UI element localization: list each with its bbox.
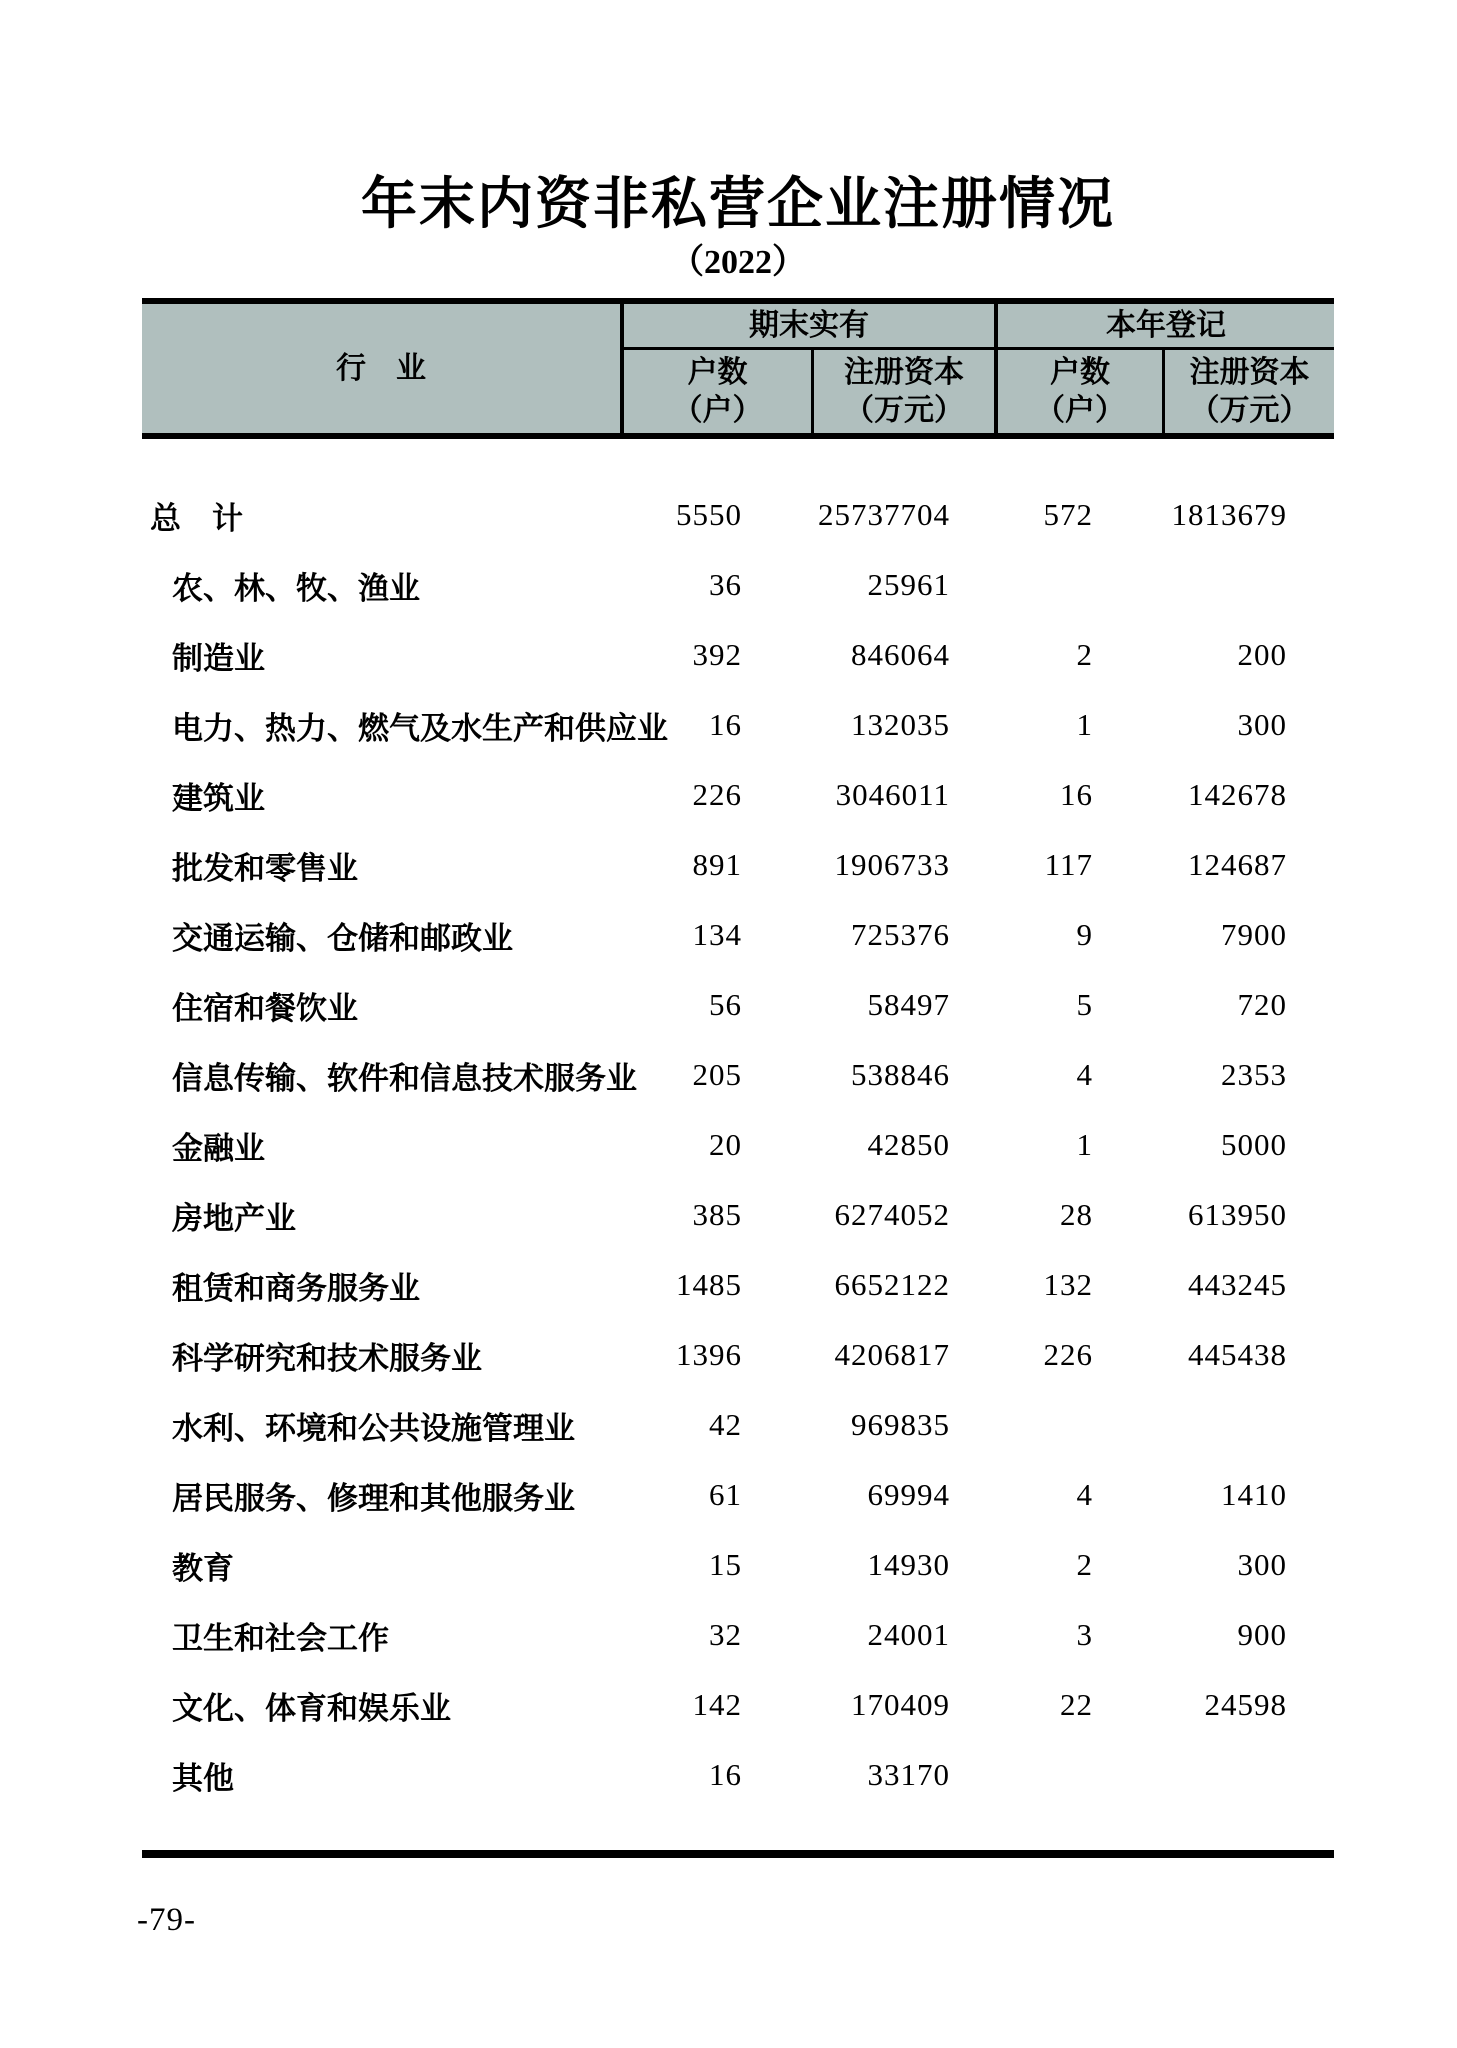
cell-bennian-hushu: 3 (1076, 1617, 1093, 1652)
header-col-line2: （万元） (844, 393, 964, 427)
table-row (142, 1670, 1334, 1740)
cell-bennian-hushu: 28 (1060, 1197, 1093, 1232)
page-subtitle-year: （2022） (670, 244, 806, 281)
industry-label: 租赁和商务服务业 (172, 1270, 420, 1306)
cell-bennian-hushu: 1 (1076, 1127, 1093, 1162)
table-row (142, 1040, 1334, 1110)
cell-qimo-hushu: 36 (709, 567, 742, 602)
industry-label: 金融业 (172, 1130, 265, 1166)
cell-qimo-zhuce-ziben: 170409 (851, 1687, 950, 1722)
industry-label: 水利、环境和公共设施管理业 (172, 1410, 575, 1446)
header-group-qimo-shiyou: 期末实有 (624, 304, 998, 350)
cell-bennian-hushu: 2 (1076, 1547, 1093, 1582)
industry-label: 卫生和社会工作 (172, 1620, 389, 1656)
cell-bennian-hushu: 16 (1060, 777, 1093, 812)
cell-bennian-zhuce-ziben: 1410 (1221, 1477, 1287, 1512)
cell-bennian-zhuce-ziben: 445438 (1188, 1337, 1287, 1372)
cell-bennian-zhuce-ziben (1165, 1740, 1334, 1810)
industry-label: 制造业 (172, 640, 265, 676)
cell-bennian-zhuce-ziben (1165, 550, 1334, 620)
cell-qimo-hushu: 1485 (676, 1267, 742, 1302)
header-col-line1: 注册资本 (844, 355, 964, 389)
cell-bennian-hushu: 9 (1076, 917, 1093, 952)
table-row (142, 1110, 1334, 1180)
cell-qimo-hushu: 61 (709, 1477, 742, 1512)
table-row (142, 830, 1334, 900)
industry-label: 住宿和餐饮业 (172, 990, 358, 1026)
industry-label: 信息传输、软件和信息技术服务业 (172, 1060, 637, 1096)
cell-bennian-hushu (998, 550, 1165, 620)
cell-qimo-zhuce-ziben: 846064 (851, 637, 950, 672)
industry-label: 交通运输、仓储和邮政业 (172, 920, 513, 956)
cell-bennian-zhuce-ziben: 5000 (1221, 1127, 1287, 1162)
cell-qimo-hushu: 16 (709, 707, 742, 742)
cell-bennian-zhuce-ziben: 300 (1237, 707, 1287, 742)
table-row (142, 1460, 1334, 1530)
table-row (142, 1320, 1334, 1390)
header-col-line2: （户） (672, 393, 763, 427)
header-col-zhuce-ziben-2 (1165, 350, 1334, 433)
cell-bennian-hushu: 572 (1043, 497, 1093, 532)
cell-bennian-zhuce-ziben: 124687 (1188, 847, 1287, 882)
table-row (142, 970, 1334, 1040)
cell-bennian-zhuce-ziben: 900 (1237, 1617, 1287, 1652)
cell-qimo-zhuce-ziben: 3046011 (835, 777, 950, 812)
cell-bennian-hushu: 4 (1076, 1057, 1093, 1092)
cell-bennian-zhuce-ziben: 142678 (1188, 777, 1287, 812)
table-row (142, 760, 1334, 830)
header-col-line2: （万元） (1189, 393, 1310, 427)
industry-label: 教育 (172, 1550, 234, 1586)
cell-bennian-zhuce-ziben: 443245 (1188, 1267, 1287, 1302)
cell-bennian-hushu: 226 (1043, 1337, 1093, 1372)
industry-label: 电力、热力、燃气及水生产和供应业 (172, 710, 668, 746)
cell-qimo-zhuce-ziben: 538846 (851, 1057, 950, 1092)
cell-qimo-hushu: 16 (709, 1757, 742, 1792)
cell-qimo-hushu: 226 (692, 777, 742, 812)
cell-qimo-zhuce-ziben: 4206817 (834, 1337, 950, 1372)
cell-bennian-hushu: 117 (1044, 847, 1093, 882)
table-bottom-rule (142, 1850, 1334, 1858)
industry-label: 文化、体育和娱乐业 (172, 1690, 451, 1726)
header-group-bennian-dengji: 本年登记 (998, 304, 1334, 350)
cell-bennian-hushu (998, 1390, 1165, 1460)
cell-qimo-zhuce-ziben: 42850 (867, 1127, 950, 1162)
table-row (142, 1180, 1334, 1250)
page-title: 年末内资非私营企业注册情况 (361, 172, 1115, 237)
industry-label: 居民服务、修理和其他服务业 (172, 1480, 575, 1516)
cell-bennian-zhuce-ziben: 24598 (1204, 1687, 1287, 1722)
cell-qimo-hushu: 56 (709, 987, 742, 1022)
cell-qimo-hushu: 134 (692, 917, 742, 952)
cell-qimo-zhuce-ziben: 58497 (867, 987, 950, 1022)
header-industry: 行 业 (142, 304, 624, 433)
cell-qimo-zhuce-ziben: 33170 (867, 1757, 950, 1792)
cell-bennian-zhuce-ziben: 200 (1237, 637, 1287, 672)
industry-label: 批发和零售业 (172, 850, 358, 886)
table-row (142, 1390, 1334, 1460)
cell-qimo-zhuce-ziben: 14930 (867, 1547, 950, 1582)
industry-label: 农、林、牧、渔业 (172, 570, 420, 606)
cell-qimo-hushu: 392 (692, 637, 742, 672)
cell-bennian-zhuce-ziben: 2353 (1221, 1057, 1287, 1092)
page-number: -79- (137, 1902, 196, 1938)
cell-qimo-hushu: 42 (709, 1407, 742, 1442)
cell-qimo-zhuce-ziben: 24001 (867, 1617, 950, 1652)
table-header (142, 298, 1334, 439)
cell-qimo-zhuce-ziben: 6652122 (834, 1267, 950, 1302)
cell-qimo-hushu: 205 (692, 1057, 742, 1092)
cell-qimo-zhuce-ziben: 132035 (851, 707, 950, 742)
header-col-hushu-2 (998, 350, 1165, 433)
cell-qimo-hushu: 1396 (676, 1337, 742, 1372)
cell-bennian-hushu (998, 1740, 1165, 1810)
industry-label: 其他 (172, 1760, 234, 1796)
cell-qimo-hushu: 20 (709, 1127, 742, 1162)
cell-qimo-zhuce-ziben: 25961 (867, 567, 950, 602)
cell-qimo-zhuce-ziben: 969835 (851, 1407, 950, 1442)
cell-bennian-zhuce-ziben: 720 (1237, 987, 1287, 1022)
industry-label: 房地产业 (172, 1200, 296, 1236)
cell-qimo-zhuce-ziben: 725376 (851, 917, 950, 952)
header-col-zhuce-ziben-1 (814, 350, 998, 433)
header-col-line1: 户数 (687, 355, 748, 389)
cell-qimo-zhuce-ziben: 69994 (867, 1477, 950, 1512)
table-row (142, 550, 1334, 620)
cell-bennian-hushu: 22 (1060, 1687, 1093, 1722)
industry-label: 总 计 (150, 500, 243, 537)
table-row (142, 1740, 1334, 1810)
table-row (142, 620, 1334, 690)
cell-bennian-zhuce-ziben (1165, 1390, 1334, 1460)
cell-qimo-zhuce-ziben: 1906733 (834, 847, 950, 882)
cell-bennian-hushu: 2 (1076, 637, 1093, 672)
cell-bennian-hushu: 132 (1043, 1267, 1093, 1302)
cell-bennian-hushu: 4 (1076, 1477, 1093, 1512)
cell-bennian-zhuce-ziben: 300 (1237, 1547, 1287, 1582)
table-row (142, 480, 1334, 550)
cell-qimo-hushu: 32 (709, 1617, 742, 1652)
cell-bennian-zhuce-ziben: 7900 (1221, 917, 1287, 952)
cell-bennian-zhuce-ziben: 1813679 (1171, 497, 1287, 532)
table-row (142, 1600, 1334, 1670)
cell-bennian-hushu: 5 (1076, 987, 1093, 1022)
table-row (142, 690, 1334, 760)
header-col-line1: 注册资本 (1189, 355, 1310, 389)
header-col-hushu-1 (624, 350, 814, 433)
cell-qimo-zhuce-ziben: 25737704 (818, 497, 950, 532)
industry-label: 建筑业 (172, 780, 265, 816)
table-row (142, 1250, 1334, 1320)
header-col-line1: 户数 (1050, 355, 1110, 389)
cell-qimo-hushu: 385 (692, 1197, 742, 1232)
cell-bennian-hushu: 1 (1076, 707, 1093, 742)
cell-qimo-hushu: 15 (709, 1547, 742, 1582)
cell-bennian-zhuce-ziben: 613950 (1188, 1197, 1287, 1232)
cell-qimo-hushu: 142 (692, 1687, 742, 1722)
table-row (142, 1530, 1334, 1600)
cell-qimo-hushu: 891 (692, 847, 742, 882)
table-row (142, 900, 1334, 970)
cell-qimo-zhuce-ziben: 6274052 (834, 1197, 950, 1232)
header-col-line2: （户） (1035, 393, 1125, 427)
industry-label: 科学研究和技术服务业 (172, 1340, 482, 1376)
cell-qimo-hushu: 5550 (676, 497, 742, 532)
